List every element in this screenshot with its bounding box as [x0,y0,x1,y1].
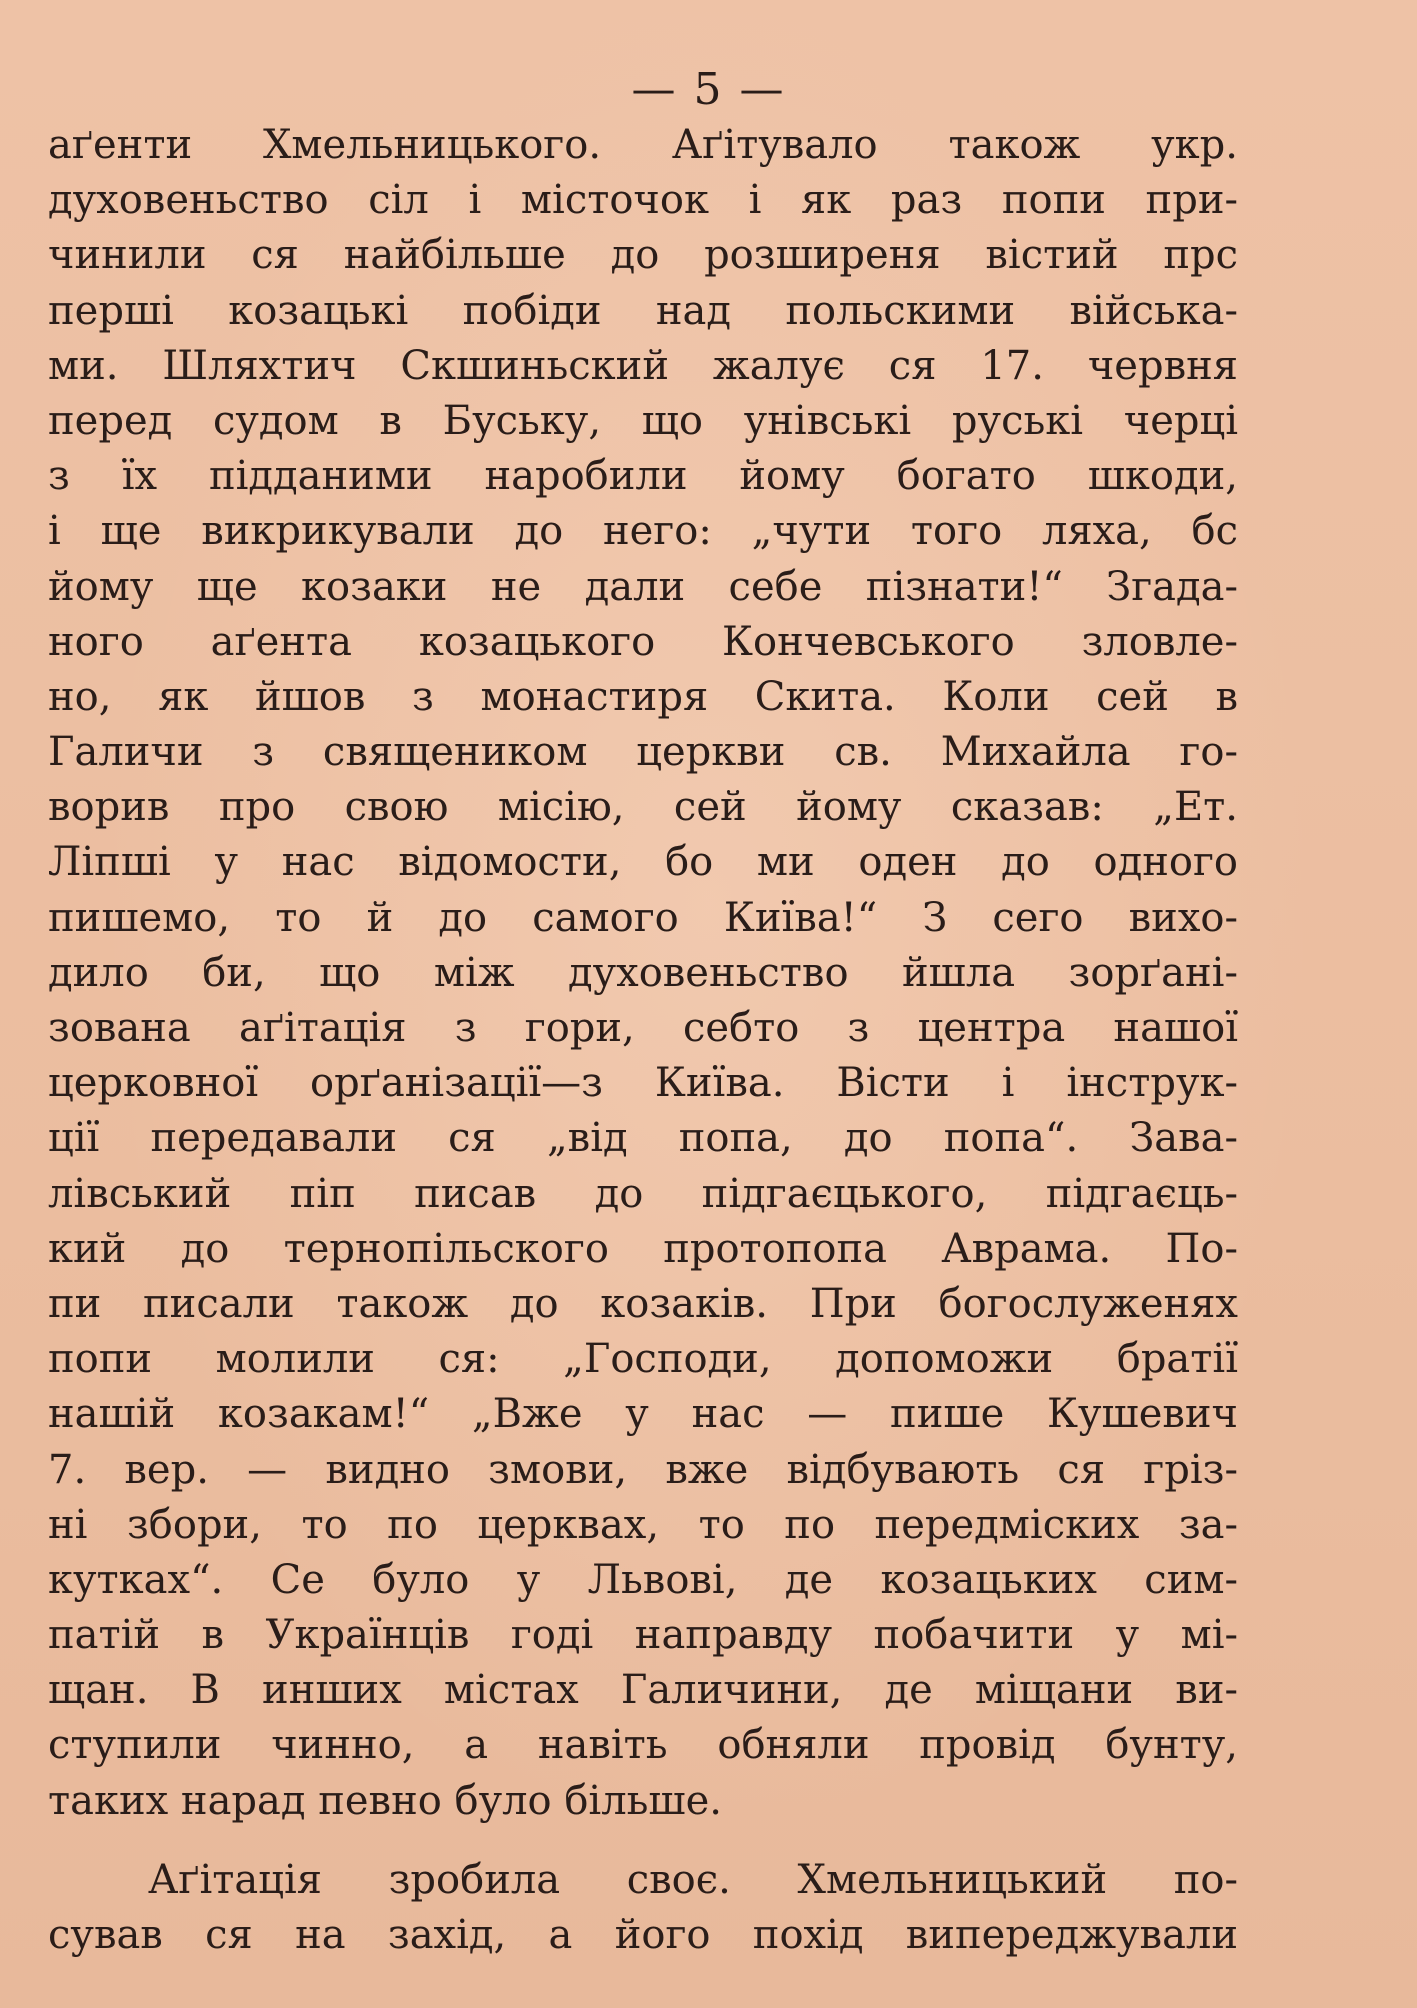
paragraph-1 [48,118,1238,1829]
text-line: кий до тернопільского протопопа Аврама. По- [48,1225,1238,1272]
text-line: 7. вер. — видно змови, вже відбувають ся гріз- [48,1446,1238,1493]
paragraph-gap [48,1829,1238,1853]
text-line: кутках“. Се було у Львові, де козацьких сим- [48,1556,1238,1603]
text-line: зована аґітація з гори, себто з центра нашої [48,1005,1238,1051]
text-line: йому ще козаки не дали себе пізнати!“ Згада- [48,563,1238,610]
text-line: ворив про свою місію, сей йому сказав: „Ет. [48,784,1238,831]
text-line: ми. Шляхтич Скшиньский жалує ся 17. червня [48,342,1238,389]
text-line: чинили ся найбільше до розширеня вістий прс [48,232,1238,279]
text-line: і ще викрикували до него: „чути того ляха, бс [48,508,1238,555]
text-line: ного аґента козацького Кончевського зловле- [48,618,1238,665]
text-line: попи молили ся: „Господи, допоможи братії [48,1336,1238,1383]
text-line: ції передавали ся „від попа, до попа“. Зава- [48,1115,1238,1162]
text-line: лівський піп писав до підгаєцького, підгаєць- [48,1170,1238,1217]
text-line: патій в Українців годі направду побачити у мі- [48,1612,1238,1659]
text-line: Галичи з священиком церкви св. Михайла го- [48,729,1238,776]
text-line: дило би, що між духовеньство йшла зорґані- [48,949,1238,996]
text-line: перші козацькі побіди над польскими війська- [48,287,1238,334]
text-line: таких нарад певно було більше. [48,1777,722,1824]
page-number: — 5 — [631,64,786,115]
text-line: ні збори, то по церквах, то по передміских за- [48,1501,1238,1548]
text-line: аґенти Хмельницького. Аґітувало також укр. [48,122,1238,168]
text-line: пи писали також до козаків. При богослуженях [48,1280,1238,1327]
text-line: нашій козакам!“ „Вже у нас — пише Кушевич [48,1391,1238,1438]
text-line: щан. В инших містах Галичини, де міщани ви- [48,1667,1238,1714]
body-text [48,118,1238,1963]
text-line: перед судом в Буську, що унівські руські черці [48,397,1238,444]
text-line: церковної орґанізації—з Київа. Вісти і інструк- [48,1060,1238,1107]
text-line: з їх підданими наробили йому богато шкоди, [48,453,1238,500]
text-line: Аґітація зробила своє. Хмельницький по- [148,1856,1238,1903]
text-line: пишемо, то й до самого Київа!“ З сего вихо- [48,894,1238,941]
paragraph-2 [48,1853,1238,1963]
text-line: духовеньство сіл і місточок і як раз попи при- [48,177,1238,224]
text-line: Ліпші у нас відомости, бо ми оден до одного [48,839,1238,886]
text-line: но, як йшов з монастиря Скита. Коли сей в [48,673,1238,720]
text-line: сував ся на захід, а його похід випереджували [48,1912,1238,1958]
text-line: ступили чинно, а навіть обняли провід бунту, [48,1722,1238,1769]
